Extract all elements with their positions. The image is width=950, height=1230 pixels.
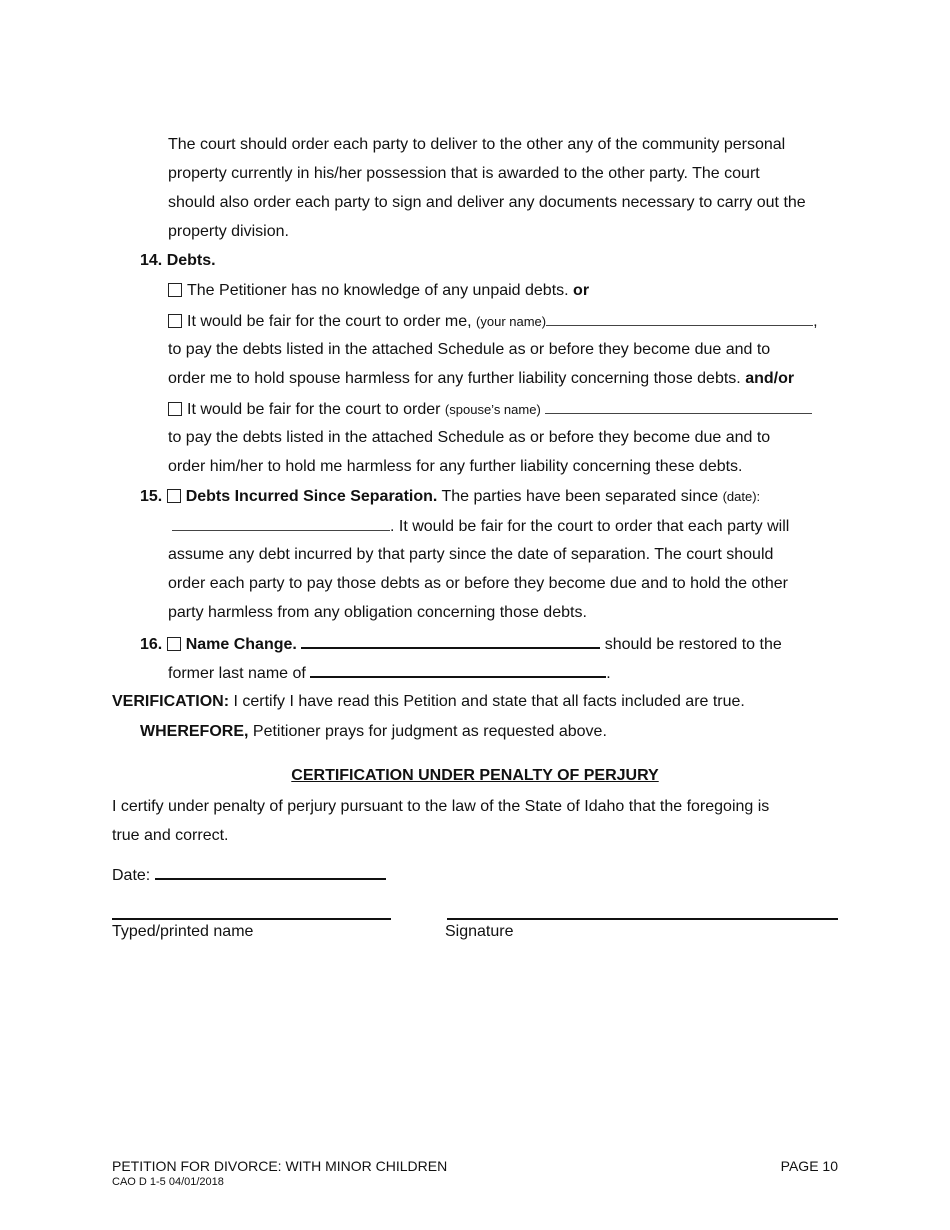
intro-line-2: property currently in his/her possession that is awarded to the other party. The court bbox=[168, 165, 760, 182]
wherefore-label: WHEREFORE, bbox=[140, 723, 249, 740]
name-change-line-2 bbox=[168, 662, 611, 684]
signature-label: Signature bbox=[445, 923, 514, 940]
debts-option-2-line-2 bbox=[168, 369, 794, 389]
debts-option-2-line-1: to pay the debts listed in the attached Schedule as or before they become due and to bbox=[168, 341, 771, 358]
certification-title: CERTIFICATION UNDER PENALTY OF PERJURY bbox=[291, 767, 659, 784]
name-change-number: 16. bbox=[140, 636, 163, 653]
separation-line-5: party harmless from any obligation concerning those debts. bbox=[168, 604, 587, 621]
spouse-name-hint: (spouse’s name) bbox=[444, 402, 541, 417]
separation-line-4: order each party to pay those debts as or before they become due and to hold the other bbox=[168, 575, 788, 592]
name-change-title: Name Change. bbox=[185, 636, 297, 653]
debts-option-2-text: It would be fair for the court to order me, bbox=[187, 313, 472, 330]
date-field[interactable] bbox=[155, 864, 386, 880]
separation-title: Debts Incurred Since Separation. bbox=[185, 488, 438, 505]
debts-number: 14. bbox=[140, 252, 163, 269]
footer-page-number: PAGE 10 bbox=[780, 1158, 838, 1174]
separation-line-3: assume any debt incurred by that party since the date of separation. The court should bbox=[168, 546, 774, 563]
footer-form-code: CAO D 1-5 04/01/2018 bbox=[112, 1176, 224, 1188]
intro-line-4: property division. bbox=[168, 223, 289, 240]
separation-line-2 bbox=[172, 516, 789, 537]
debts-order-me-checkbox[interactable] bbox=[168, 314, 182, 328]
verification-label: VERIFICATION: bbox=[112, 693, 230, 710]
printed-name-label: Typed/printed name bbox=[112, 923, 254, 940]
name-change-text: should be restored to the bbox=[604, 636, 782, 653]
intro-line-3: should also order each party to sign and deliver any documents necessary to carry out the bbox=[168, 194, 806, 211]
your-name-field[interactable] bbox=[546, 311, 813, 326]
separation-number: 15. bbox=[140, 488, 163, 505]
debts-title: Debts. bbox=[166, 252, 216, 269]
footer-form-title: PETITION FOR DIVORCE: WITH MINOR CHILDREN bbox=[112, 1158, 448, 1174]
separation-line-2-text: . It would be fair for the court to order that each party will bbox=[390, 518, 790, 535]
debts-no-knowledge-checkbox[interactable] bbox=[168, 283, 182, 297]
separation-checkbox[interactable] bbox=[167, 489, 181, 503]
your-name-hint: (your name) bbox=[476, 314, 547, 329]
separation-heading-line bbox=[140, 487, 760, 507]
debts-option-3-line-2: order him/her to hold me harmless for any further liability concerning these debts. bbox=[168, 458, 743, 475]
verification bbox=[112, 692, 745, 712]
debts-option-3 bbox=[168, 399, 812, 420]
debts-heading bbox=[140, 251, 216, 271]
debts-option-2-andor: and/or bbox=[745, 370, 795, 387]
date-label: Date: bbox=[112, 867, 151, 884]
verification-text: I certify I have read this Petition and state that all facts included are true. bbox=[233, 693, 745, 710]
separation-text: The parties have been separated since bbox=[441, 488, 719, 505]
certification-line-1: I certify under penalty of perjury pursuant to the law of the State of Idaho that the foregoing is bbox=[112, 798, 770, 815]
former-name-field[interactable] bbox=[310, 662, 606, 678]
date-row bbox=[112, 864, 386, 886]
signature-line[interactable] bbox=[447, 918, 838, 920]
intro-line-1: The court should order each party to deliver to the other any of the community personal bbox=[168, 136, 786, 153]
wherefore bbox=[140, 722, 607, 742]
former-name-label: former last name of bbox=[168, 665, 306, 682]
separation-date-field[interactable] bbox=[172, 516, 390, 531]
debts-option-3-line-1: to pay the debts listed in the attached Schedule as or before they become due and to bbox=[168, 429, 771, 446]
debts-option-1-text: The Petitioner has no knowledge of any unpaid debts. bbox=[187, 282, 569, 299]
name-change-checkbox[interactable] bbox=[167, 637, 181, 651]
certification-line-2: true and correct. bbox=[112, 827, 229, 844]
debts-option-1 bbox=[168, 281, 589, 301]
debts-option-3-text: It would be fair for the court to order bbox=[187, 401, 441, 418]
wherefore-text: Petitioner prays for judgment as requested above. bbox=[252, 723, 607, 740]
debts-option-1-or: or bbox=[573, 282, 590, 299]
debts-order-spouse-checkbox[interactable] bbox=[168, 402, 182, 416]
debts-option-2-line-2-text: order me to hold spouse harmless for any further liability concerning those debts. bbox=[168, 370, 741, 387]
name-change-heading-line bbox=[140, 633, 782, 655]
printed-name-line[interactable] bbox=[112, 918, 391, 920]
restored-name-field[interactable] bbox=[301, 633, 600, 649]
separation-date-hint: (date): bbox=[722, 489, 761, 504]
debts-option-2 bbox=[168, 311, 818, 332]
name-change-period: . bbox=[606, 665, 611, 682]
spouse-name-field[interactable] bbox=[545, 399, 812, 414]
debts-option-2-comma: , bbox=[813, 313, 818, 330]
